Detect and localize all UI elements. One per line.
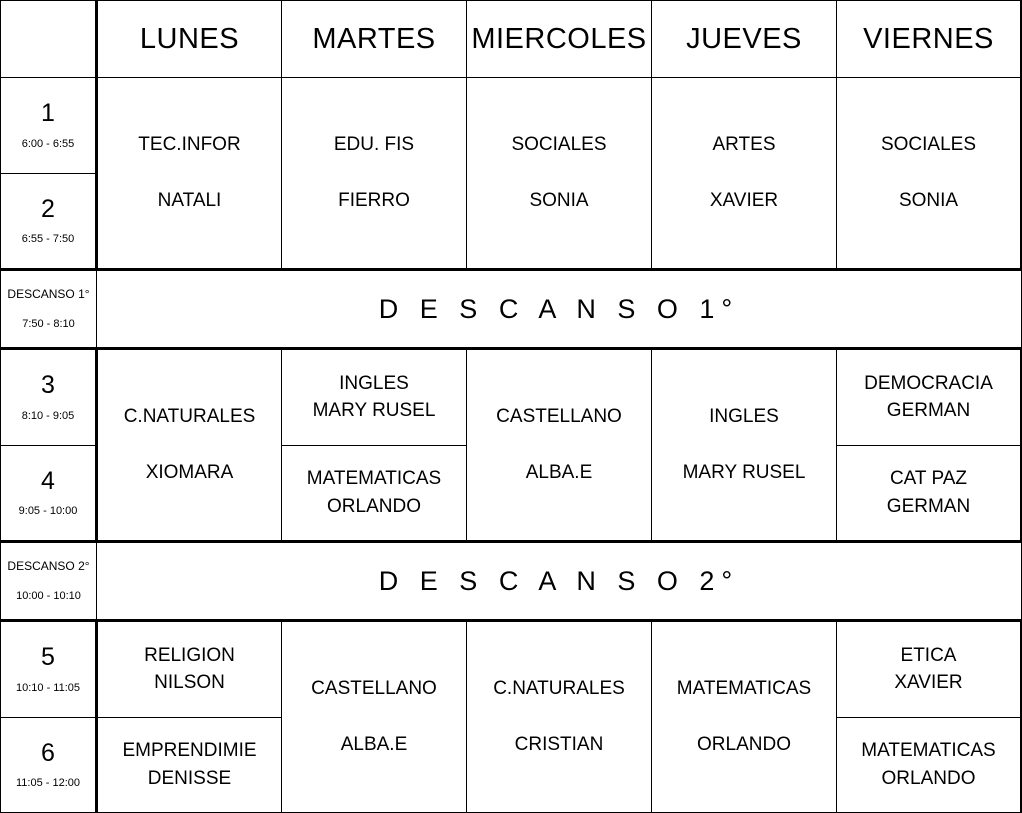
lesson-cell-viernes-2: [837, 173, 1022, 270]
day-header-lunes: LUNES: [97, 1, 282, 78]
lesson-teacher: ORLANDO: [697, 734, 791, 755]
day-header-viernes: VIERNES: [837, 1, 1022, 78]
lesson-subject: DEMOCRACIA: [864, 372, 993, 394]
lesson-cell-miercoles-1: [467, 78, 652, 174]
lesson-teacher: ORLANDO: [327, 495, 421, 517]
lesson-cell-martes-3: [282, 349, 467, 446]
lesson-cell-jueves-5: [652, 621, 837, 718]
period-number: 4: [41, 466, 55, 495]
lesson-cell-viernes-6: [837, 717, 1022, 813]
period-row-3: [1, 349, 1022, 446]
lesson-teacher: CRISTIAN: [514, 734, 604, 755]
lesson-cell-jueves-4: [652, 445, 837, 542]
lesson-teacher: ORLANDO: [881, 767, 976, 789]
lesson-cell-miercoles-4: [467, 445, 652, 542]
lesson-cell-viernes-5: [837, 621, 1022, 718]
lesson-subject: INGLES: [339, 372, 409, 394]
day-header-miercoles: MIERCOLES: [467, 1, 652, 78]
lesson-cell-lunes-6: [97, 717, 282, 813]
lesson-cell-lunes-1: [97, 78, 282, 174]
break-row-1: [1, 270, 1022, 349]
lesson-subject: RELIGION: [144, 644, 235, 666]
lesson-cell-jueves-6: [652, 717, 837, 813]
break-time-range: 10:00 - 10:10: [16, 589, 81, 602]
lesson-subject: CAT PAZ: [889, 468, 968, 490]
lesson-teacher: NILSON: [154, 672, 225, 694]
lesson-subject: MATEMATICAS: [861, 740, 996, 762]
lesson-subject: CASTELLANO: [496, 406, 622, 428]
lesson-subject: EMPRENDIMIE: [122, 740, 257, 762]
lesson-subject: ARTES: [712, 134, 776, 156]
break-label: DESCANSO 2°: [7, 559, 90, 574]
break-banner-1: D E S C A N S O 1°: [97, 270, 1022, 349]
lesson-cell-martes-5: [282, 621, 467, 718]
lesson-teacher: GERMAN: [886, 400, 971, 422]
lesson-teacher: ALBA.E: [525, 462, 593, 483]
day-header-martes: MARTES: [282, 1, 467, 78]
time-cell-period-4: [1, 445, 97, 542]
lesson-cell-lunes-3: [97, 349, 282, 446]
period-time-range: 11:05 - 12:00: [15, 777, 80, 790]
lesson-teacher: FIERRO: [338, 190, 410, 211]
lesson-cell-lunes-5: [97, 621, 282, 718]
lesson-subject: SOCIALES: [880, 134, 977, 156]
table-header-row: [1, 1, 1022, 78]
period-time-range: 6:00 - 6:55: [21, 137, 75, 150]
time-cell-break-2: [1, 542, 97, 621]
lesson-subject: EDU. FIS: [333, 134, 415, 156]
lesson-teacher: MARY RUSEL: [682, 462, 806, 483]
lesson-cell-lunes-2: [97, 173, 282, 270]
lesson-cell-miercoles-2: [467, 173, 652, 270]
lesson-teacher: NATALI: [157, 190, 222, 211]
corner-cell: [1, 1, 97, 78]
lesson-subject: ETICA: [900, 644, 957, 666]
period-time-range: 9:05 - 10:00: [18, 505, 78, 518]
lesson-teacher: ALBA.E: [340, 734, 408, 755]
period-time-range: 6:55 - 7:50: [21, 233, 75, 246]
lesson-subject: TEC.INFOR: [138, 134, 241, 156]
lesson-cell-miercoles-5: [467, 621, 652, 718]
period-number: 2: [41, 194, 55, 223]
lesson-teacher: GERMAN: [886, 495, 971, 517]
lesson-teacher: SONIA: [898, 190, 959, 211]
lesson-cell-viernes-3: [837, 349, 1022, 446]
lesson-cell-jueves-2: [652, 173, 837, 270]
period-row-1: [1, 78, 1022, 174]
lesson-cell-miercoles-3: [467, 349, 652, 446]
lesson-subject: MATEMATICAS: [676, 678, 812, 700]
lesson-teacher: DENISSE: [147, 767, 232, 789]
day-header-jueves: JUEVES: [652, 1, 837, 78]
period-time-range: 8:10 - 9:05: [21, 409, 75, 422]
period-row-6: [1, 717, 1022, 813]
period-row-4: [1, 445, 1022, 542]
lesson-cell-martes-2: [282, 173, 467, 270]
lesson-subject: INGLES: [709, 406, 779, 428]
period-number: 1: [41, 99, 55, 128]
lesson-teacher: XIOMARA: [145, 462, 234, 483]
time-cell-period-5: [1, 621, 97, 718]
break-time-range: 7:50 - 8:10: [22, 317, 75, 330]
lesson-teacher: SONIA: [529, 190, 589, 211]
lesson-cell-martes-6: [282, 717, 467, 813]
break-banner-2: D E S C A N S O 2°: [97, 542, 1022, 621]
lesson-subject: C.NATURALES: [493, 678, 625, 700]
lesson-teacher: XAVIER: [709, 190, 779, 211]
lesson-cell-jueves-1: [652, 78, 837, 174]
period-number: 6: [41, 738, 55, 767]
time-cell-period-3: [1, 349, 97, 446]
period-number: 5: [41, 643, 55, 672]
lesson-cell-miercoles-6: [467, 717, 652, 813]
lesson-subject: MATEMATICAS: [306, 468, 442, 490]
lesson-cell-jueves-3: [652, 349, 837, 446]
lesson-teacher: XAVIER: [894, 672, 963, 694]
lesson-cell-martes-4: [282, 445, 467, 542]
time-cell-break-1: [1, 270, 97, 349]
break-label: DESCANSO 1°: [7, 287, 90, 302]
time-cell-period-6: [1, 717, 97, 813]
lesson-teacher: MARY RUSEL: [312, 400, 436, 422]
period-time-range: 10:10 - 11:05: [15, 681, 80, 694]
lesson-subject: CASTELLANO: [311, 678, 437, 700]
lesson-cell-viernes-1: [837, 78, 1022, 174]
time-cell-period-2: [1, 173, 97, 270]
period-row-5: [1, 621, 1022, 718]
lesson-cell-viernes-4: [837, 445, 1022, 542]
period-number: 3: [41, 371, 55, 400]
time-cell-period-1: [1, 78, 97, 174]
lesson-cell-martes-1: [282, 78, 467, 174]
lesson-subject: SOCIALES: [511, 134, 607, 156]
period-row-2: [1, 173, 1022, 270]
lesson-cell-lunes-4: [97, 445, 282, 542]
break-row-2: [1, 542, 1022, 621]
lesson-subject: C.NATURALES: [123, 406, 256, 428]
